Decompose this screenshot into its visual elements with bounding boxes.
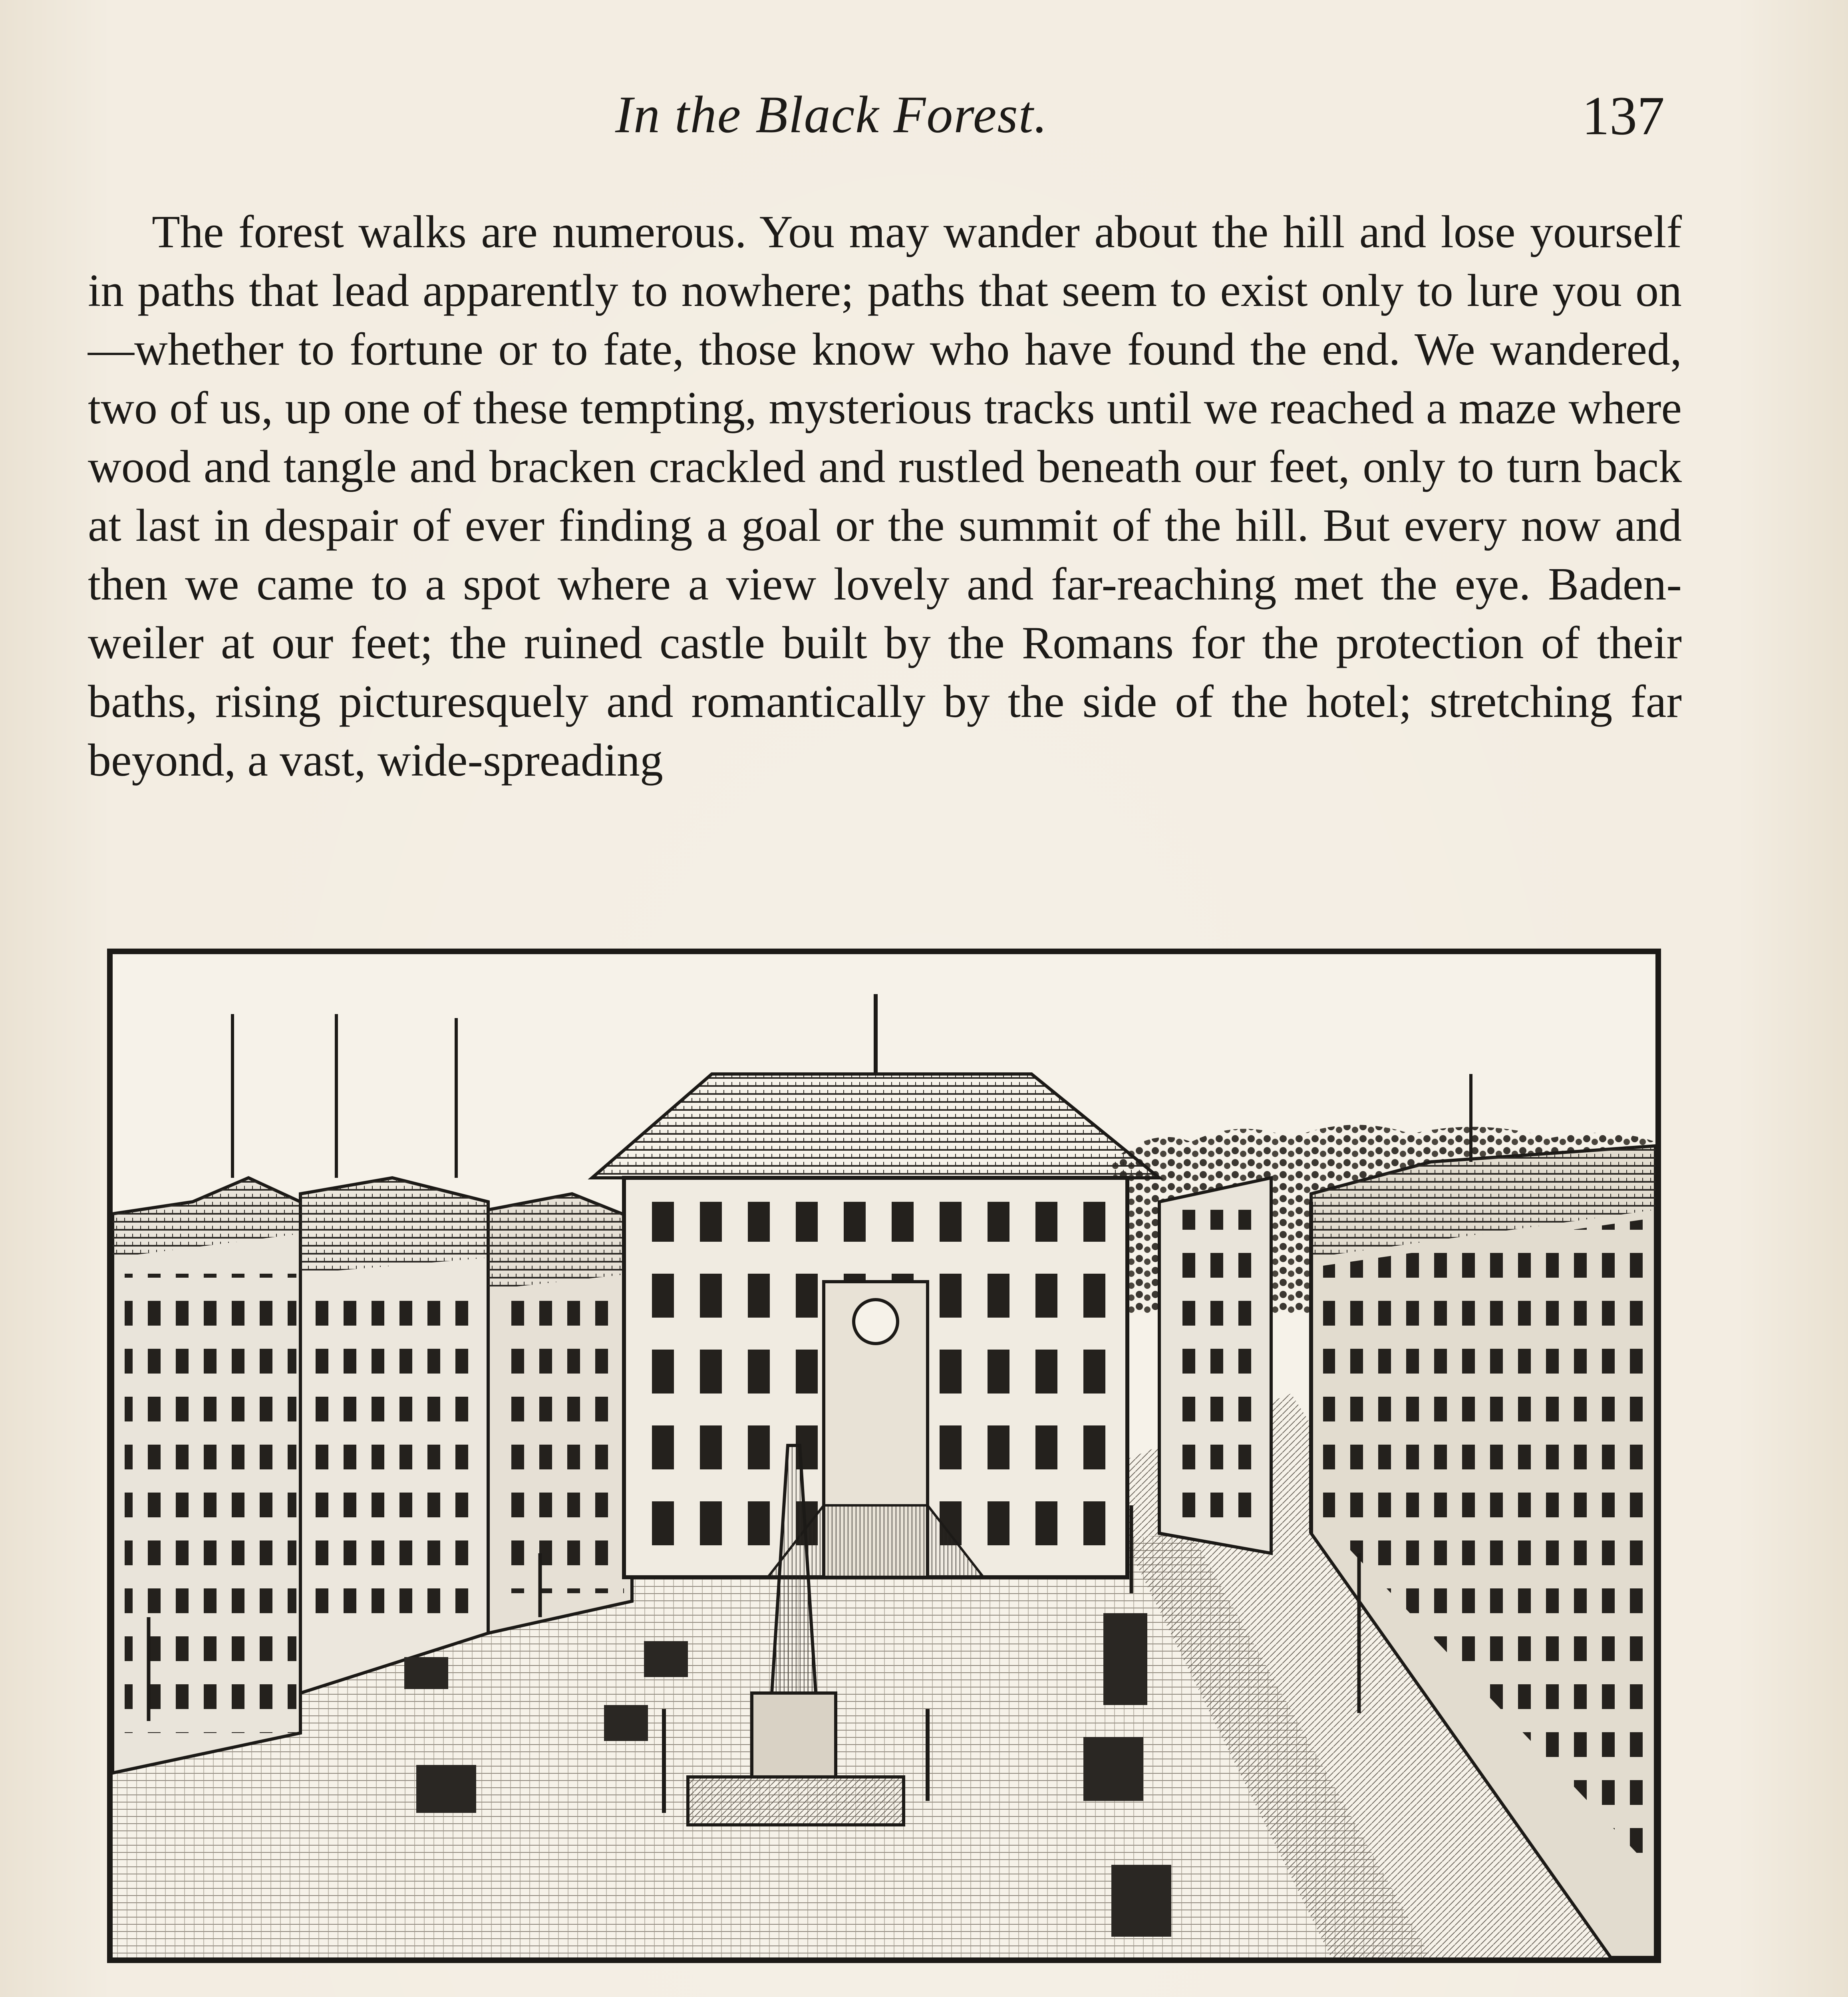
paragraph-forest-walks: The forest walks are numerous. You may wander about the hill and lose yourself in paths that lead apparently to nowhere; paths that seem to exist only to lure you on—whether to fortune or to fate, those know who have found the end. We wandered, two of us, up one of these tempting, mysterious tracks until we reached a maze where wood and tangle and bracken crackled and rustled beneath our feet, only to turn back at last in despair of ever finding a goal or the summit of the hill. But every now and then we came to a spot where a view lovely and far-reaching met the eye. Baden-weiler at our feet; the ruined castle built by the Romans for the protection of their baths, rising picturesquely and romantically by the side of the hotel; stretching far beyond, a vast, wide-spreading: [88, 206, 1682, 786]
running-head: In the Black Forest.: [615, 85, 1048, 144]
text-block-top: [88, 203, 1682, 790]
page-header: [0, 84, 1848, 152]
page-number: 137: [1582, 85, 1665, 146]
engraving-market-square: [113, 954, 1655, 1957]
illustration-bonn: [107, 949, 1661, 1963]
